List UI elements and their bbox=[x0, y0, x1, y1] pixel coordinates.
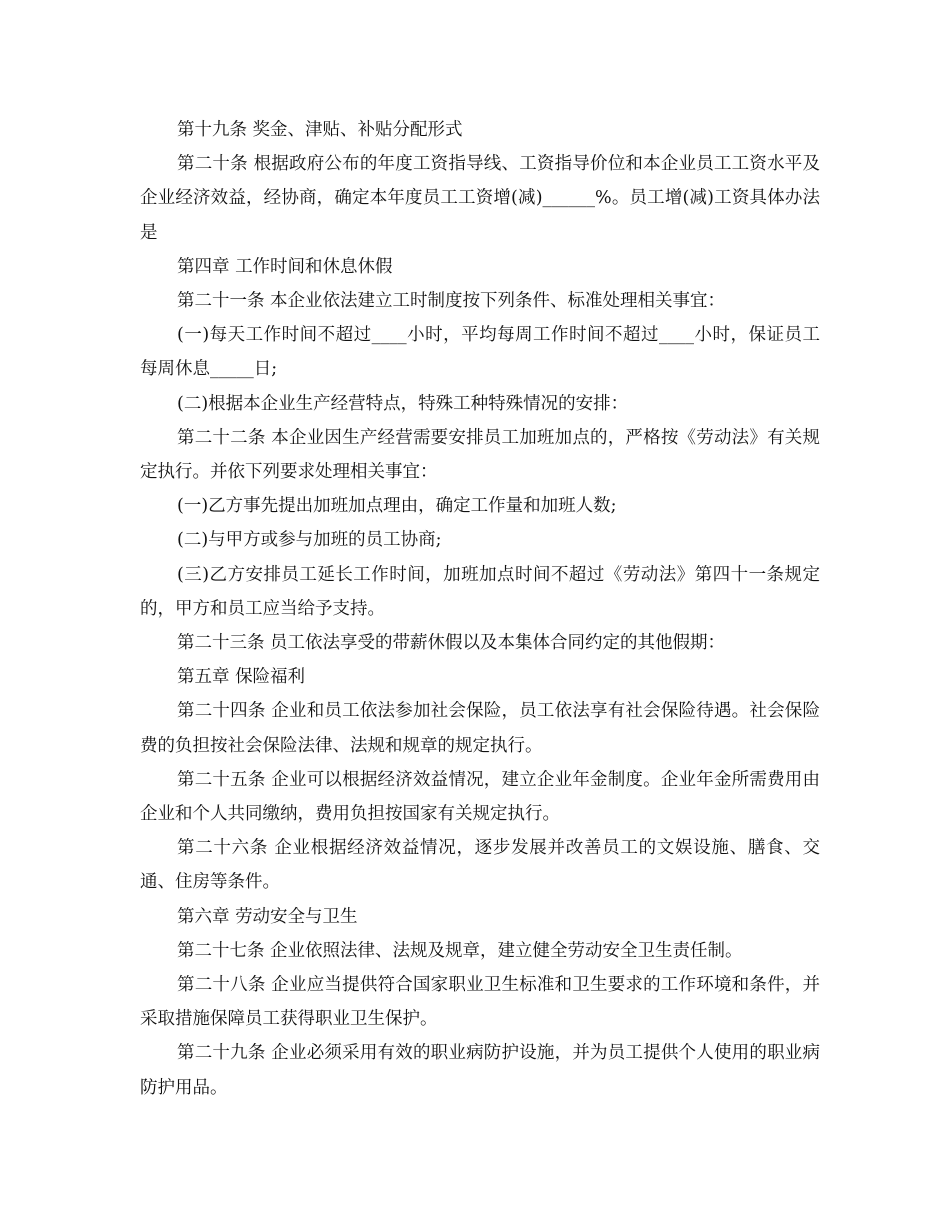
article-21: 第二十一条 本企业依法建立工时制度按下列条件、标准处理相关事宜： bbox=[177, 291, 726, 312]
article-27: 第二十七条 企业依照法律、法规及规章，建立健全劳动安全卫生责任制。 bbox=[177, 940, 743, 961]
article-28: 第二十八条 企业应当提供符合国家职业卫生标准和卫生要求的工作环境和条件，并采取措施保障员工获得职业卫生保护。 bbox=[140, 975, 820, 1030]
article-24: 第二十四条 企业和员工依法参加社会保险，员工依法享有社会保险待遇。社会保险费的负担按社会保险法律、法规和规章的规定执行。 bbox=[140, 701, 820, 756]
article-22: 第二十二条 本企业因生产经营需要安排员工加班加点的，严格按《劳动法》有关规定执行。并依下列要求处理相关事宜： bbox=[140, 427, 820, 483]
article-26: 第二十六条 企业根据经济效益情况，逐步发展并改善员工的文娱设施、膳食、交通、住房等条件。 bbox=[140, 838, 820, 893]
article-22-item-3: (三)乙方安排员工延长工作时间，加班加点时间不超过《劳动法》第四十一条规定的，甲方和员工应当给予支持。 bbox=[140, 564, 820, 619]
article-25: 第二十五条 企业可以根据经济效益情况，建立企业年金制度。企业年金所需费用由企业和个人共同缴纳，费用负担按国家有关规定执行。 bbox=[140, 769, 820, 825]
article-22-item-1: (一)乙方事先提出加班加点理由，确定工作量和加班人数; bbox=[177, 496, 617, 517]
article-22-item-2: (二)与甲方或参与加班的员工协商; bbox=[177, 530, 442, 551]
article-20: 第二十条 根据政府公布的年度工资指导线、工资指导价位和本企业员工工资水平及企业经济效益，经协商，确定本年度员工工资增(减)______%。员工增(减)工资具体办法是 bbox=[140, 154, 820, 243]
document-page bbox=[140, 113, 820, 1105]
article-19: 第十九条 奖金、津贴、补贴分配形式 bbox=[177, 120, 463, 140]
article-29: 第二十九条 企业必须采用有效的职业病防护设施，并为员工提供个人使用的职业病防护用品。 bbox=[140, 1043, 820, 1098]
article-21-item-2: (二)根据本企业生产经营特点，特殊工种特殊情况的安排： bbox=[177, 393, 629, 414]
chapter-6-heading: 第六章 劳动安全与卫生 bbox=[177, 906, 358, 927]
article-21-item-1: (一)每天工作时间不超过____小时，平均每周工作时间不超过____小时，保证员工每周休息_____日; bbox=[140, 325, 820, 380]
chapter-5-heading: 第五章 保险福利 bbox=[177, 667, 306, 688]
chapter-4-heading: 第四章 工作时间和休息休假 bbox=[177, 256, 393, 277]
article-23: 第二十三条 员工依法享受的带薪休假以及本集体合同约定的其他假期： bbox=[177, 633, 726, 654]
